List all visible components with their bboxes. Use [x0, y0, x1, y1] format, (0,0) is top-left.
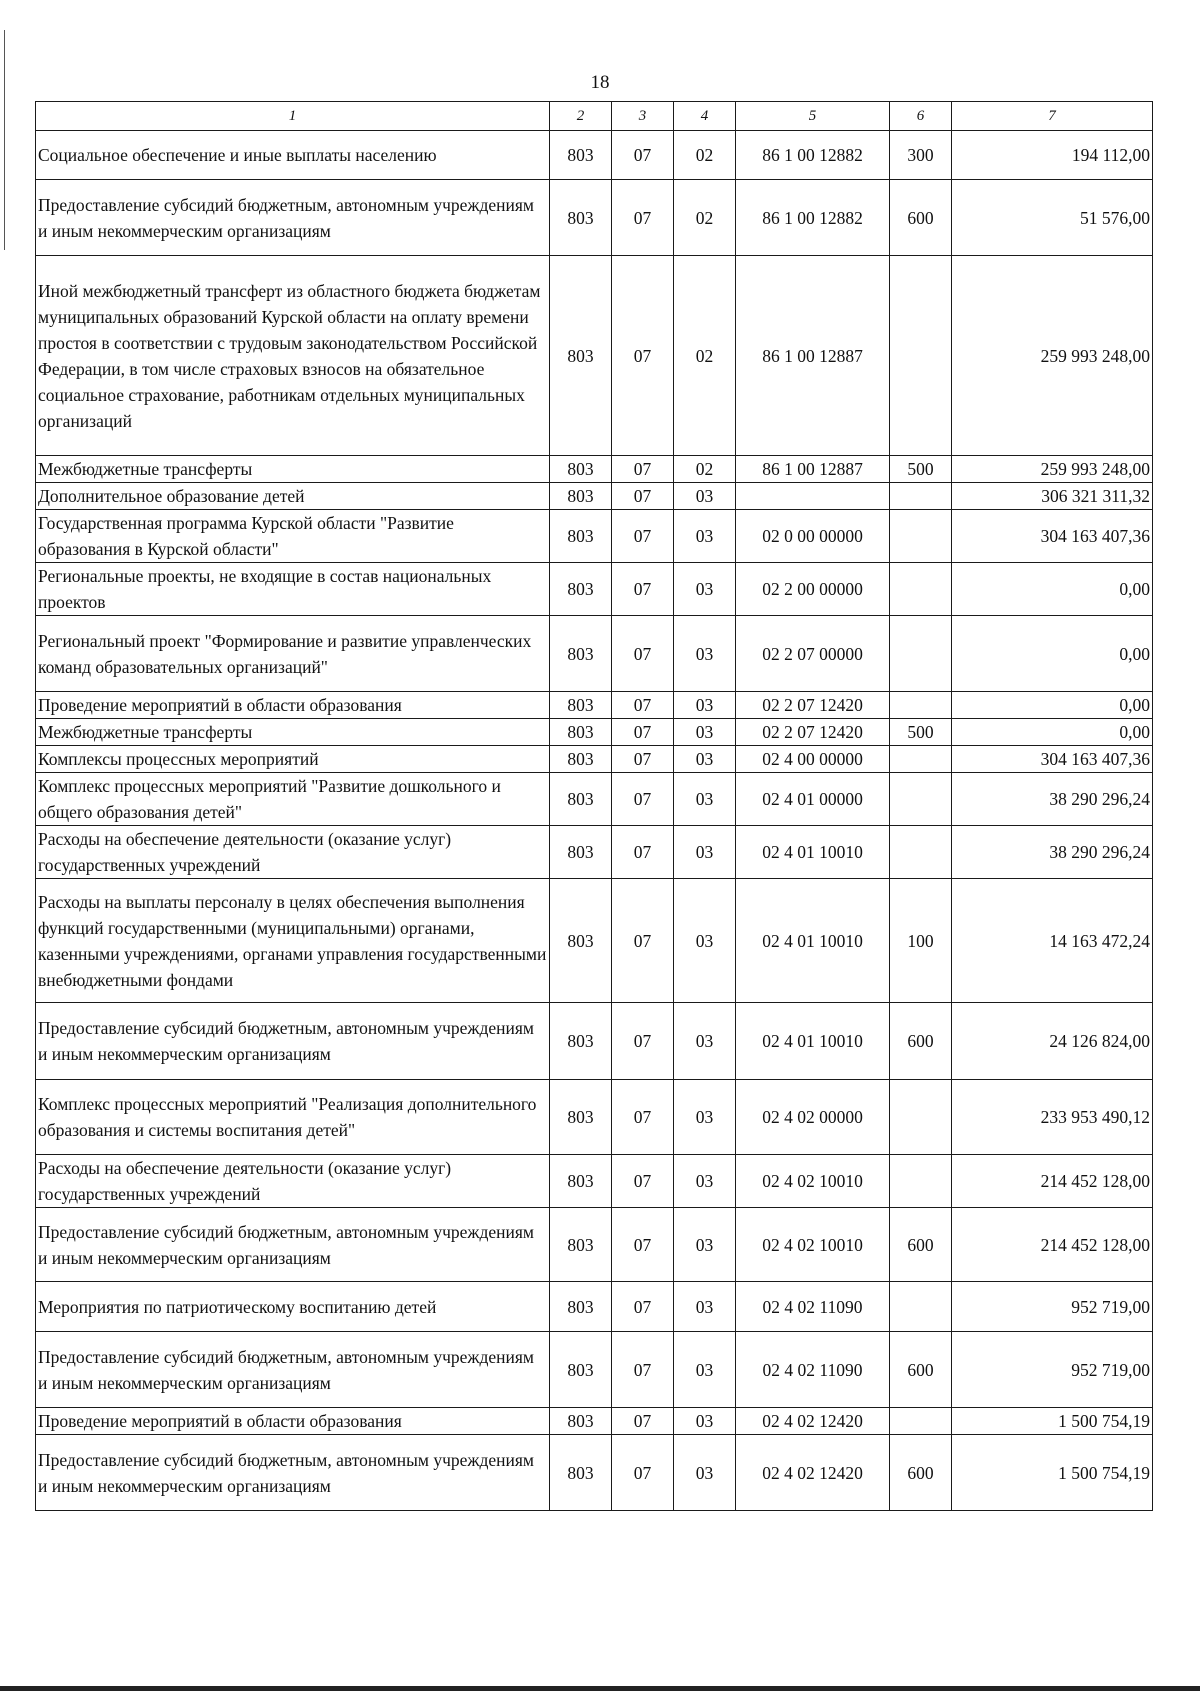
cell-vr [890, 483, 952, 510]
cell-ved: 803 [550, 1435, 612, 1511]
cell-rz: 07 [612, 1408, 674, 1435]
cell-pr: 03 [674, 826, 736, 879]
cell-rz: 07 [612, 456, 674, 483]
scan-edge-line [4, 30, 5, 250]
table-row [36, 483, 1153, 510]
cell-name: Иной межбюджетный трансферт из областного бюджета бюджетам муниципальных образований Курской области на оплату времени простоя в соответствии с трудовым законодательством Российской Федерации, в том числе страховых взносов на обязательное социальное страхование, работникам отдельных муниципальных организаций [36, 256, 550, 456]
cell-pr: 02 [674, 256, 736, 456]
header-col-3: 3 [612, 102, 674, 131]
cell-vr: 300 [890, 131, 952, 180]
cell-csr: 02 4 02 00000 [736, 1080, 890, 1155]
cell-pr: 03 [674, 1208, 736, 1282]
table-row [36, 1080, 1153, 1155]
cell-csr: 86 1 00 12882 [736, 131, 890, 180]
cell-sum: 304 163 407,36 [952, 510, 1153, 563]
cell-ved: 803 [550, 1208, 612, 1282]
budget-table [35, 101, 1153, 1511]
table-row [36, 1408, 1153, 1435]
cell-vr [890, 1080, 952, 1155]
cell-sum: 0,00 [952, 616, 1153, 692]
cell-ved: 803 [550, 773, 612, 826]
cell-sum: 952 719,00 [952, 1282, 1153, 1332]
cell-sum: 259 993 248,00 [952, 256, 1153, 456]
cell-ved: 803 [550, 483, 612, 510]
cell-vr [890, 773, 952, 826]
cell-pr: 03 [674, 1408, 736, 1435]
cell-pr: 03 [674, 1282, 736, 1332]
table-row [36, 879, 1153, 1003]
cell-csr: 86 1 00 12887 [736, 456, 890, 483]
table-row [36, 826, 1153, 879]
table-row [36, 1282, 1153, 1332]
table-row [36, 563, 1153, 616]
cell-pr: 03 [674, 879, 736, 1003]
cell-vr [890, 510, 952, 563]
table-row [36, 256, 1153, 456]
cell-rz: 07 [612, 1332, 674, 1408]
cell-csr: 02 4 01 10010 [736, 879, 890, 1003]
header-col-4: 4 [674, 102, 736, 131]
cell-name: Комплекс процессных мероприятий "Реализация дополнительного образования и системы воспитания детей" [36, 1080, 550, 1155]
cell-rz: 07 [612, 1435, 674, 1511]
table-row [36, 1155, 1153, 1208]
page-number: 18 [590, 72, 610, 93]
cell-name: Расходы на обеспечение деятельности (оказание услуг) государственных учреждений [36, 1155, 550, 1208]
cell-vr [890, 746, 952, 773]
cell-sum: 306 321 311,32 [952, 483, 1153, 510]
cell-pr: 03 [674, 563, 736, 616]
cell-vr: 600 [890, 1003, 952, 1080]
cell-rz: 07 [612, 180, 674, 256]
cell-csr: 02 4 00 00000 [736, 746, 890, 773]
cell-sum: 214 452 128,00 [952, 1155, 1153, 1208]
cell-ved: 803 [550, 1282, 612, 1332]
table-row [36, 746, 1153, 773]
cell-name: Комплекс процессных мероприятий "Развитие дошкольного и общего образования детей" [36, 773, 550, 826]
cell-sum: 38 290 296,24 [952, 773, 1153, 826]
cell-vr [890, 826, 952, 879]
table-row [36, 1003, 1153, 1080]
cell-vr [890, 256, 952, 456]
cell-rz: 07 [612, 510, 674, 563]
cell-ved: 803 [550, 1155, 612, 1208]
cell-rz: 07 [612, 563, 674, 616]
header-col-5: 5 [736, 102, 890, 131]
cell-vr [890, 692, 952, 719]
cell-ved: 803 [550, 456, 612, 483]
cell-name: Расходы на обеспечение деятельности (оказание услуг) государственных учреждений [36, 826, 550, 879]
cell-pr: 03 [674, 1155, 736, 1208]
table-row [36, 180, 1153, 256]
cell-name: Проведение мероприятий в области образования [36, 692, 550, 719]
cell-name: Межбюджетные трансферты [36, 719, 550, 746]
cell-sum: 51 576,00 [952, 180, 1153, 256]
cell-pr: 02 [674, 180, 736, 256]
cell-pr: 02 [674, 131, 736, 180]
cell-csr: 86 1 00 12887 [736, 256, 890, 456]
cell-name: Проведение мероприятий в области образования [36, 1408, 550, 1435]
table-row [36, 692, 1153, 719]
cell-name: Региональный проект "Формирование и развитие управленческих команд образовательных организаций" [36, 616, 550, 692]
cell-pr: 03 [674, 483, 736, 510]
cell-vr [890, 616, 952, 692]
cell-csr: 02 4 02 11090 [736, 1332, 890, 1408]
cell-ved: 803 [550, 180, 612, 256]
cell-name: Социальное обеспечение и иные выплаты населению [36, 131, 550, 180]
cell-sum: 1 500 754,19 [952, 1435, 1153, 1511]
table-row [36, 456, 1153, 483]
cell-ved: 803 [550, 1080, 612, 1155]
cell-sum: 194 112,00 [952, 131, 1153, 180]
cell-sum: 0,00 [952, 719, 1153, 746]
cell-ved: 803 [550, 563, 612, 616]
cell-csr: 02 4 01 00000 [736, 773, 890, 826]
table-header-row [36, 102, 1153, 131]
cell-csr: 02 2 00 00000 [736, 563, 890, 616]
cell-csr: 02 4 02 12420 [736, 1408, 890, 1435]
header-col-6: 6 [890, 102, 952, 131]
cell-pr: 03 [674, 1332, 736, 1408]
cell-vr [890, 1282, 952, 1332]
header-col-2: 2 [550, 102, 612, 131]
cell-name: Предоставление субсидий бюджетным, автономным учреждениям и иным некоммерческим организациям [36, 1332, 550, 1408]
cell-vr: 600 [890, 1208, 952, 1282]
cell-name: Региональные проекты, не входящие в состав национальных проектов [36, 563, 550, 616]
cell-ved: 803 [550, 1003, 612, 1080]
cell-ved: 803 [550, 826, 612, 879]
cell-vr: 600 [890, 1435, 952, 1511]
cell-name: Предоставление субсидий бюджетным, автономным учреждениям и иным некоммерческим организациям [36, 1435, 550, 1511]
cell-csr: 02 4 01 10010 [736, 826, 890, 879]
scan-bottom-band [0, 1686, 1200, 1691]
cell-rz: 07 [612, 256, 674, 456]
cell-sum: 259 993 248,00 [952, 456, 1153, 483]
table-row [36, 773, 1153, 826]
cell-csr: 02 4 01 10010 [736, 1003, 890, 1080]
cell-pr: 03 [674, 773, 736, 826]
header-col-7: 7 [952, 102, 1153, 131]
cell-rz: 07 [612, 1282, 674, 1332]
cell-name: Мероприятия по патриотическому воспитанию детей [36, 1282, 550, 1332]
cell-vr: 600 [890, 180, 952, 256]
cell-ved: 803 [550, 1408, 612, 1435]
table-row [36, 131, 1153, 180]
cell-name: Предоставление субсидий бюджетным, автономным учреждениям и иным некоммерческим организациям [36, 1208, 550, 1282]
cell-rz: 07 [612, 1155, 674, 1208]
cell-rz: 07 [612, 746, 674, 773]
cell-rz: 07 [612, 1003, 674, 1080]
cell-csr: 02 2 07 12420 [736, 692, 890, 719]
cell-ved: 803 [550, 879, 612, 1003]
cell-pr: 03 [674, 1435, 736, 1511]
cell-sum: 214 452 128,00 [952, 1208, 1153, 1282]
cell-vr: 600 [890, 1332, 952, 1408]
cell-sum: 304 163 407,36 [952, 746, 1153, 773]
cell-pr: 03 [674, 510, 736, 563]
cell-vr [890, 563, 952, 616]
cell-ved: 803 [550, 719, 612, 746]
cell-ved: 803 [550, 692, 612, 719]
cell-rz: 07 [612, 1080, 674, 1155]
cell-rz: 07 [612, 719, 674, 746]
cell-sum: 1 500 754,19 [952, 1408, 1153, 1435]
cell-pr: 02 [674, 456, 736, 483]
table-row [36, 510, 1153, 563]
cell-rz: 07 [612, 826, 674, 879]
cell-sum: 0,00 [952, 563, 1153, 616]
cell-ved: 803 [550, 1332, 612, 1408]
cell-sum: 14 163 472,24 [952, 879, 1153, 1003]
cell-rz: 07 [612, 879, 674, 1003]
cell-name: Расходы на выплаты персоналу в целях обеспечения выполнения функций государственными (муниципальными) органами, казенными учреждениями, органами управления государственными внебюджетными фондами [36, 879, 550, 1003]
cell-name: Комплексы процессных мероприятий [36, 746, 550, 773]
table-row [36, 1208, 1153, 1282]
cell-pr: 03 [674, 1080, 736, 1155]
cell-ved: 803 [550, 746, 612, 773]
cell-sum: 24 126 824,00 [952, 1003, 1153, 1080]
table-row [36, 1435, 1153, 1511]
cell-sum: 952 719,00 [952, 1332, 1153, 1408]
cell-vr: 100 [890, 879, 952, 1003]
table-row [36, 616, 1153, 692]
cell-csr: 86 1 00 12882 [736, 180, 890, 256]
cell-ved: 803 [550, 510, 612, 563]
cell-csr: 02 4 02 11090 [736, 1282, 890, 1332]
cell-vr [890, 1408, 952, 1435]
cell-csr: 02 0 00 00000 [736, 510, 890, 563]
cell-vr: 500 [890, 456, 952, 483]
cell-rz: 07 [612, 692, 674, 719]
cell-vr [890, 1155, 952, 1208]
cell-csr [736, 483, 890, 510]
cell-sum: 0,00 [952, 692, 1153, 719]
cell-csr: 02 2 07 12420 [736, 719, 890, 746]
cell-name: Предоставление субсидий бюджетным, автономным учреждениям и иным некоммерческим организациям [36, 180, 550, 256]
cell-csr: 02 4 02 12420 [736, 1435, 890, 1511]
cell-name: Дополнительное образование детей [36, 483, 550, 510]
cell-vr: 500 [890, 719, 952, 746]
cell-pr: 03 [674, 616, 736, 692]
cell-pr: 03 [674, 1003, 736, 1080]
cell-sum: 38 290 296,24 [952, 826, 1153, 879]
table-row [36, 719, 1153, 746]
cell-pr: 03 [674, 746, 736, 773]
cell-csr: 02 2 07 00000 [736, 616, 890, 692]
cell-rz: 07 [612, 483, 674, 510]
cell-ved: 803 [550, 616, 612, 692]
cell-ved: 803 [550, 131, 612, 180]
cell-name: Государственная программа Курской области "Развитие образования в Курской области" [36, 510, 550, 563]
cell-ved: 803 [550, 256, 612, 456]
cell-rz: 07 [612, 1208, 674, 1282]
cell-csr: 02 4 02 10010 [736, 1208, 890, 1282]
cell-sum: 233 953 490,12 [952, 1080, 1153, 1155]
cell-csr: 02 4 02 10010 [736, 1155, 890, 1208]
cell-pr: 03 [674, 719, 736, 746]
header-col-1: 1 [36, 102, 550, 131]
cell-pr: 03 [674, 692, 736, 719]
cell-rz: 07 [612, 616, 674, 692]
cell-name: Межбюджетные трансферты [36, 456, 550, 483]
cell-rz: 07 [612, 773, 674, 826]
table-row [36, 1332, 1153, 1408]
cell-name: Предоставление субсидий бюджетным, автономным учреждениям и иным некоммерческим организациям [36, 1003, 550, 1080]
cell-rz: 07 [612, 131, 674, 180]
